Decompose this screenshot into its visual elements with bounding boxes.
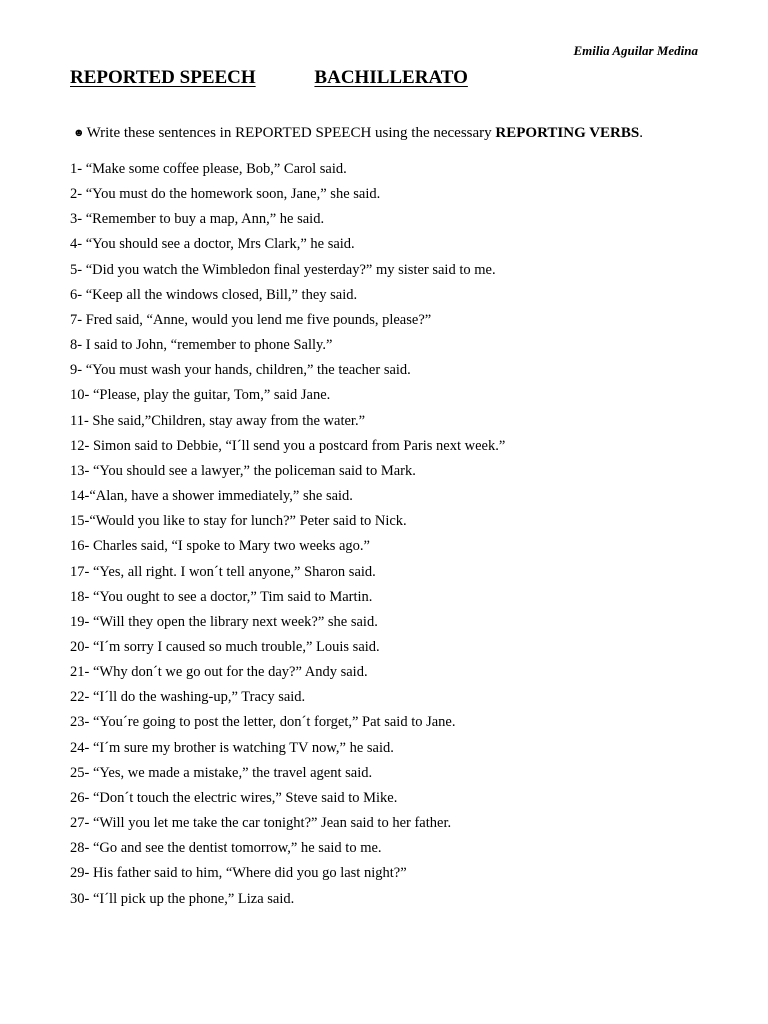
exercise-item: 3- “Remember to buy a map, Ann,” he said. bbox=[70, 211, 325, 228]
exercise-item: 8- I said to John, “remember to phone Sally.” bbox=[70, 337, 333, 354]
smiley-icon: ☻ bbox=[73, 127, 85, 139]
exercise-item: 16- Charles said, “I spoke to Mary two weeks ago.” bbox=[70, 538, 370, 555]
exercise-item: 19- “Will they open the library next week?” she said. bbox=[70, 613, 378, 630]
exercise-item: 22- “I´ll do the washing-up,” Tracy said. bbox=[70, 689, 306, 706]
page-title bbox=[70, 67, 468, 89]
exercise-item: 11- She said,”Children, stay away from the water.” bbox=[70, 412, 366, 429]
exercise-item: 9- “You must wash your hands, children,” the teacher said. bbox=[70, 362, 411, 379]
title-reported-speech: REPORTED SPEECH bbox=[70, 67, 256, 88]
exercise-item: 15-“Would you like to stay for lunch?” Peter said to Nick. bbox=[70, 513, 407, 530]
exercise-item: 1- “Make some coffee please, Bob,” Carol said. bbox=[70, 161, 347, 177]
instruction-text: Write these sentences in REPORTED SPEECH using the necessary bbox=[86, 125, 496, 141]
exercise-item: 23- “You´re going to post the letter, don´t forget,” Pat said to Jane. bbox=[70, 714, 456, 731]
title-bachillerato: BACHILLERATO bbox=[314, 67, 468, 88]
exercise-item: 26- “Don´t touch the electric wires,” Steve said to Mike. bbox=[70, 789, 398, 806]
exercise-item: 10- “Please, play the guitar, Tom,” said Jane. bbox=[70, 387, 331, 404]
exercise-item: 4- “You should see a doctor, Mrs Clark,” he said. bbox=[70, 236, 355, 253]
exercise-item: 7- Fred said, “Anne, would you lend me five pounds, please?” bbox=[70, 311, 432, 328]
author-name: Emilia Aguilar Medina bbox=[573, 43, 698, 58]
exercise-item: 29- His father said to him, “Where did you go last night?” bbox=[70, 865, 407, 882]
exercise-item: 30- “I´ll pick up the phone,” Liza said. bbox=[70, 890, 295, 907]
exercise-item: 20- “I´m sorry I caused so much trouble,” Louis said. bbox=[70, 638, 380, 655]
exercise-item: 12- Simon said to Debbie, “I´ll send you a postcard from Paris next week.” bbox=[70, 437, 506, 454]
instruction bbox=[73, 125, 643, 142]
exercise-item: 18- “You ought to see a doctor,” Tim said to Martin. bbox=[70, 588, 373, 605]
exercise-item: 24- “I´m sure my brother is watching TV now,” he said. bbox=[70, 739, 394, 756]
exercise-item: 28- “Go and see the dentist tomorrow,” he said to me. bbox=[70, 840, 382, 857]
exercise-item: 27- “Will you let me take the car tonight?” Jean said to her father. bbox=[70, 815, 452, 832]
exercise-item: 14-“Alan, have a shower immediately,” she said. bbox=[70, 488, 353, 505]
instruction-end: . bbox=[639, 125, 643, 141]
exercise-list bbox=[70, 159, 505, 914]
exercise-item: 13- “You should see a lawyer,” the policeman said to Mark. bbox=[70, 462, 416, 479]
exercise-item: 2- “You must do the homework soon, Jane,” she said. bbox=[70, 186, 381, 203]
exercise-item: 25- “Yes, we made a mistake,” the travel agent said. bbox=[70, 764, 373, 781]
exercise-item: 5- “Did you watch the Wimbledon final yesterday?” my sister said to me. bbox=[70, 261, 496, 278]
exercise-item: 6- “Keep all the windows closed, Bill,” they said. bbox=[70, 286, 358, 303]
instruction-bold: REPORTING VERBS bbox=[495, 125, 640, 141]
exercise-item: 17- “Yes, all right. I won´t tell anyone,” Sharon said. bbox=[70, 563, 376, 580]
exercise-item: 21- “Why don´t we go out for the day?” Andy said. bbox=[70, 664, 368, 681]
